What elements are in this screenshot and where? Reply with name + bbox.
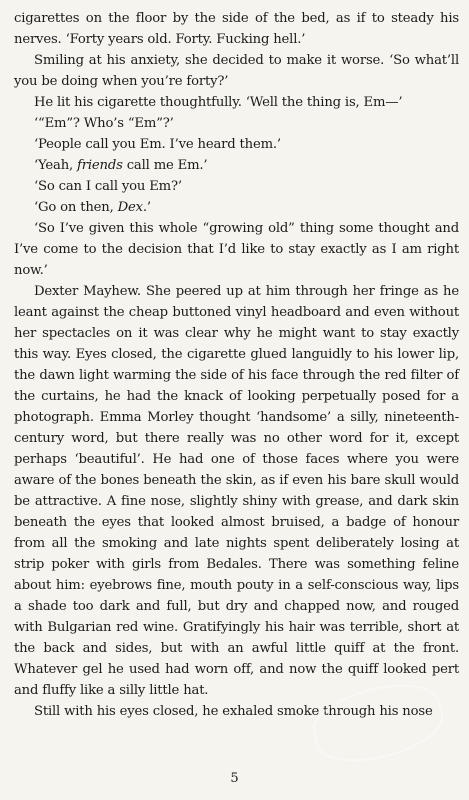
paragraph: ‘“Em”? Who’s “Em”?’ <box>34 116 174 131</box>
paragraph: cigarettes on the floor by the side of the bed, as if to steady his nerves. ‘Forty years old. Forty. Fucking hell.’ <box>14 11 459 47</box>
paragraph: He lit his cigarette thoughtfully. ‘Well the thing is, Em—’ <box>34 95 403 110</box>
italic-word: friends <box>77 158 123 173</box>
page-number: 5 <box>230 771 239 786</box>
paragraph: Still with his eyes closed, he exhaled smoke through his nose <box>34 704 433 719</box>
italic-word: Dex <box>117 200 143 215</box>
paragraph: ‘Go on then, Dex.’ <box>34 200 151 215</box>
paragraph: ‘So can I call you Em?’ <box>34 179 182 194</box>
paragraph: Smiling at his anxiety, she decided to make it worse. ‘So what’ll you be doing when you’re forty?’ <box>14 53 459 89</box>
book-page-text <box>14 8 459 722</box>
paragraph: ‘So I’ve given this whole “growing old” thing some thought and I’ve come to the decision that I’d like to stay exactly as I am right now.’ <box>14 221 459 278</box>
paragraph: ‘People call you Em. I’ve heard them.’ <box>34 137 281 152</box>
paragraph: ‘Yeah, friends call me Em.’ <box>34 158 208 173</box>
paragraph: Dexter Mayhew. She peered up at him through her fringe as he leant against the cheap buttoned vinyl headboard and even without her spectacles on it was clear why he might want to stay exactly this way. Eyes closed, the cigarette glued languidly to his lower lip, the dawn light warming the side of his face through the red filter of the curtains, he had the knack of looking perpetually posed for a photograph. Emma Morley thought ‘handsome’ a silly, nineteenth-century word, but there really was no other word for it, except perhaps ‘beautiful’. He had one of those faces where you were aware of the bones beneath the skin, as if even his bare skull would be attractive. A fine nose, slightly shiny with grease, and dark skin beneath the eyes that looked almost bruised, a badge of honour from all the smoking and late nights spent deliberately losing at strip poker with girls from Bedales. There was something feline about him: eyebrows fine, mouth pouty in a self-conscious way, lips a shade too dark and full, but dry and chapped now, and rouged with Bulgarian red wine. Gratifyingly his hair was terrible, short at the back and sides, but with an awful little quiff at the front. Whatever gel he used had worn off, and now the quiff looked pert and fluffy like a silly little hat. <box>14 284 459 698</box>
